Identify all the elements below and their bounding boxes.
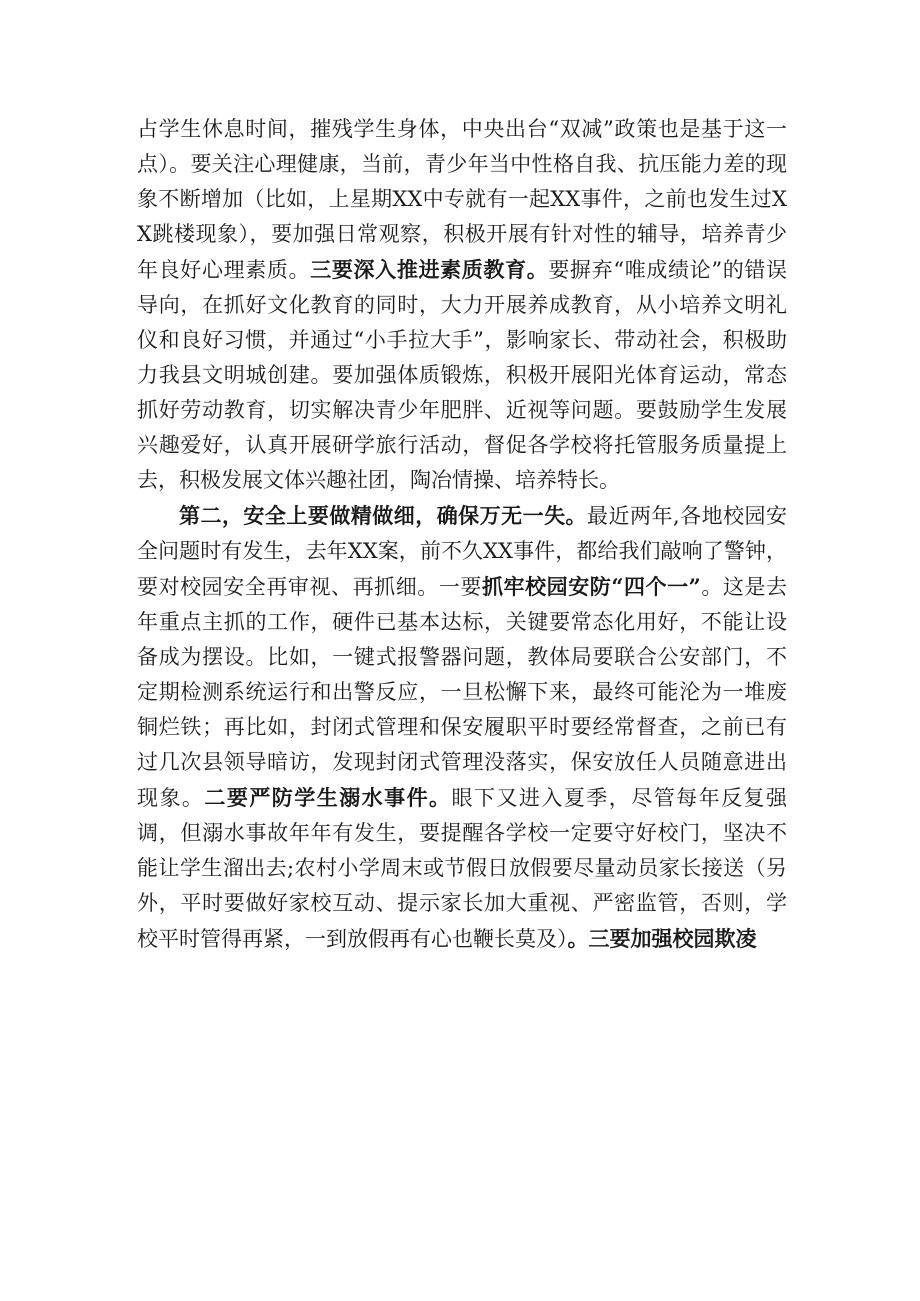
paragraph-1-text-a: 占学生休息时间，摧残学生身体，中央出台“双减”政策也是基于这一点）。要关注心理健康，当前，青少年当中性格自我、抗压能力差的现象不断增加（比如，上星期XX中专就有一起XX事件，之前也发生过XX跳楼现象），要加强日常观察，积极开展有针对性的辅导，培养青少年良好心理素质。: [137, 117, 787, 282]
paragraph-2-text-c: 眼下又进入夏季，尽管每年反复强调，但溺水事故年年有发生，要提醒各学校一定要守好校门，坚决不能让学生溜出去;农村小学周末或节假日放假要尽量动员家长接送（另外，平时要做好家校互动、提示家长加大重视、严密监管，否则，学校平时管得再紧，一到放假再有心也鞭长莫及）: [137, 786, 788, 951]
paragraph-2-text-a: 最近两年,各地校园安全问题时有发生，去年XX案，前不久XX事件，都给我们敲响了警钟，要对校园安全再审视、再抓细。一要: [137, 504, 788, 599]
paragraph-2-heading-campus-security: 抓牢校园安防“四个一”: [481, 574, 701, 599]
paragraph-2-text-b: 。这是去年重点主抓的工作，硬件已基本达标，关键要常态化用好，不能让设备成为摆设。比如，一键式报警器问题，教体局要联合公安部门，不定期检测系统运行和出警反应，一旦松懈下来，最终可能沦为一堆废铜烂铁；再比如，封闭式管理和保安履职平时要经常督查，之前已有过几次县领导暗访，发现封闭式管理没落实，保安放任人员随意进出现象。: [137, 575, 788, 810]
paragraph-2-heading-drowning: 二要严防学生溺水事件。: [204, 785, 452, 810]
paragraph-1-heading-quality-education: 三要深入推进素质教育。: [310, 257, 549, 282]
body-paragraph-1: [137, 112, 787, 498]
paragraph-2-heading-safety: 第二，安全上要做精做细，确保万无一失。: [179, 503, 588, 528]
paragraph-1-text-b: 要摒弃“唯成绩论”的错误导向，在抓好文化教育的同时，大力开展养成教育，从小培养文明礼仪和良好习惯，并通过“小手拉大手”，影响家长、带动社会，积极助力我县文明城创建。要加强体质锻炼，积极开展阳光体育运动，常态抓好劳动教育，切实解决青少年肥胖、近视等问题。要鼓励学生发展兴趣爱好，认真开展研学旅行活动，督促各学校将托管服务质量提上去，积极发展文体兴趣社团，陶冶情操、培养特长。: [137, 258, 788, 492]
paragraph-2-heading-bullying: 。三要加强校园欺凌: [567, 926, 757, 951]
document-page: [137, 112, 787, 957]
body-paragraph-2: [137, 498, 787, 957]
